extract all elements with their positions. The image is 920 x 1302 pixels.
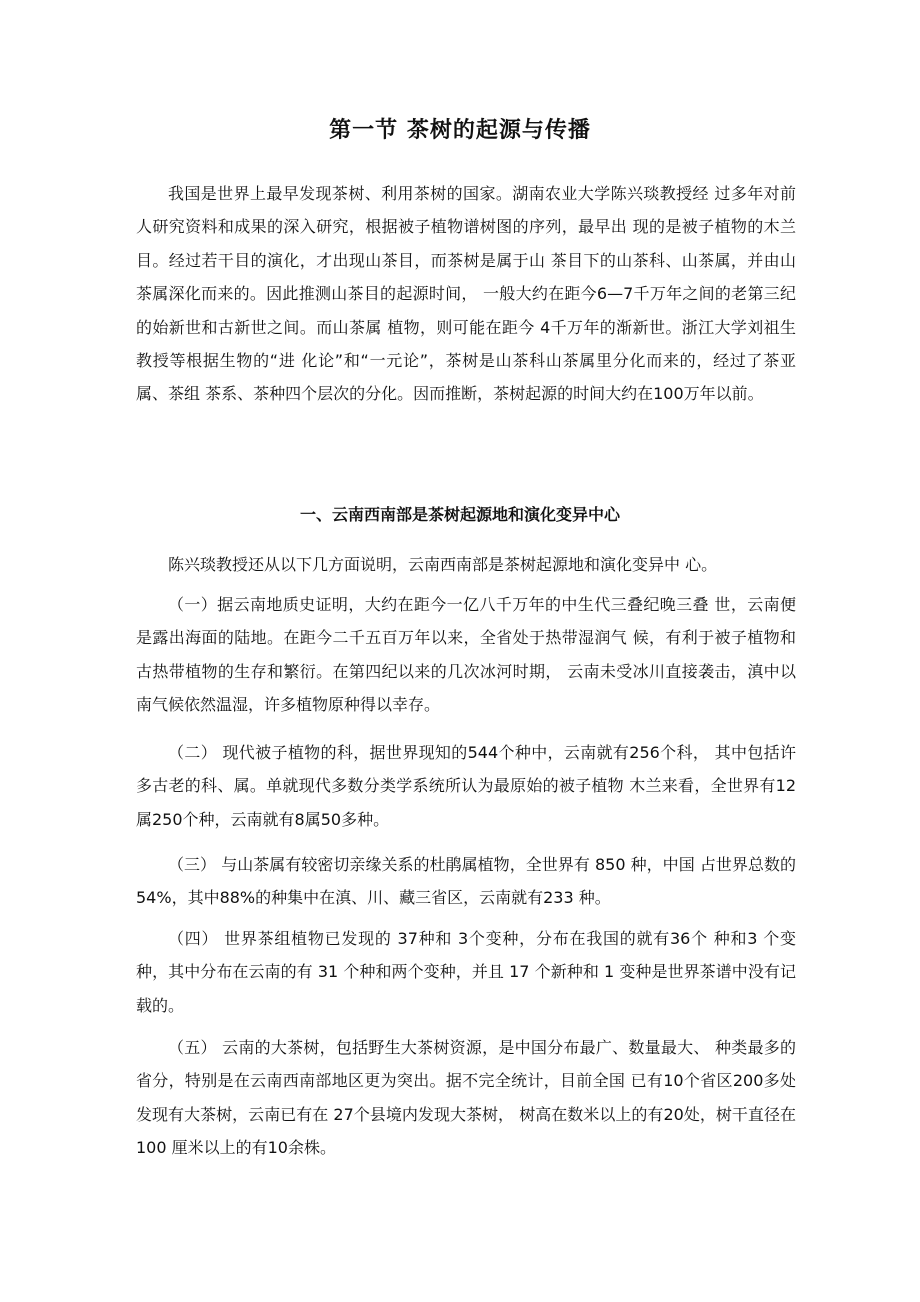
section-heading: 一、云南西南部是茶树起源地和演化变异中心 xyxy=(299,505,620,524)
paragraph-summary: 陈兴琰教授还从以下几方面说明，云南西南部是茶树起源地和演化变异中 心。 xyxy=(168,555,718,574)
paragraph-point-2: （二） 现代被子植物的科，据世界现知的544个种中，云南就有256个科， 其中包括许多古老的科、属。单就现代多数分类学系统所认为最原始的被子植物 木兰来看，全世界有12属250个种，云南就有8属50多种。 xyxy=(136,743,796,829)
paragraph-point-1: （一）据云南地质史证明，大约在距今一亿八千万年的中生代三叠纪晚三叠 世，云南便是露出海面的陆地。在距今二千五百万年以来，全省处于热带湿润气 候，有利于被子植物和古热带植物的生存和繁衍。在第四纪以来的几次冰河时期， 云南未受冰川直接袭击，滇中以南气候依然温湿，许多植物原种得以幸存。 xyxy=(136,595,796,715)
paragraph-point-4: （四） 世界茶组植物已发现的 37种和 3个变种，分布在我国的就有36个 种和3 个变种，其中分布在云南的有 31 个种和两个变种，并且 17 个新种和 1 变种是世界茶谱中没有记载的。 xyxy=(136,929,796,1015)
paragraph-point-5: （五） 云南的大茶树，包括野生大茶树资源，是中国分布最广、数量最大、 种类最多的省分，特别是在云南西南部地区更为突出。据不完全统计，目前全国 已有10个省区200多处发现有大茶树，云南已有在 27个县境内发现大茶树， 树高在数米以上的有20处，树干直径在100 厘米以上的有10余株。 xyxy=(136,1038,796,1158)
paragraph-point-3: （三） 与山茶属有较密切亲缘关系的杜鹃属植物，全世界有 850 种，中国 占世界总数的 54%，其中88%的种集中在滇、川、藏三省区，云南就有233 种。 xyxy=(136,855,796,908)
page-title: 第一节 茶树的起源与传播 xyxy=(329,118,591,143)
intro-paragraph: 我国是世界上最早发现茶树、利用茶树的国家。湖南农业大学陈兴琰教授经 过多年对前人研究资料和成果的深入研究，根据被子植物谱树图的序列，最早出 现的是被子植物的木兰目。经过若干目的演化，才出现山茶目，而茶树是属于山 茶目下的山茶科、山茶属，并由山茶属深化而来的。因此推测山茶目的起源时间， 一般大约在距今6—7千万年之间的老第三纪的始新世和古新世之间。而山茶属 植物，则可能在距今 4千万年的渐新世。浙江大学刘祖生教授等根据生物的“进 化论”和“一元论”，茶树是山茶科山茶属里分化而来的，经过了茶亚属、茶组 茶系、茶种四个层次的分化。因而推断，茶树起源的时间大约在100万年以前。 xyxy=(136,184,796,404)
